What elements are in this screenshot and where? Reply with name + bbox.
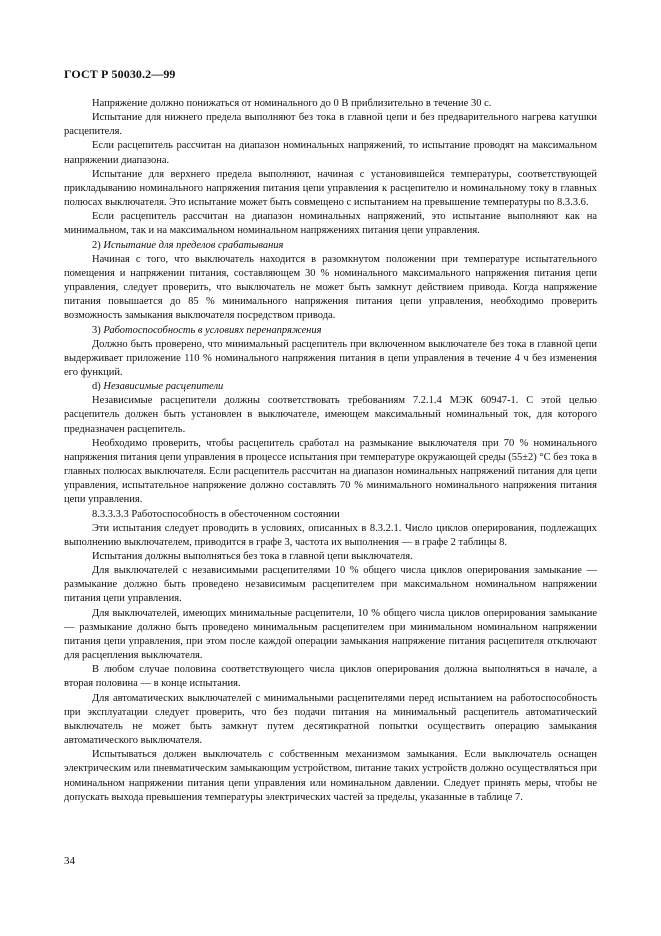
paragraph: Необходимо проверить, чтобы расцепитель сработал на размыкание выключателя при 70 % номинального напряжения питания цепи управления в процессе испытания при температуре окружающей среды (55±2) °С без тока в главных полюсах выключателя. Если расцепитель рассчитан на диапазон номинальных напряжений питания для цепи управления, испытательное напряжение должно составлять 70 % минимального номинального напряжения питания цепи управления. [64,437,597,506]
subsection-heading [64,239,597,253]
paragraph: Независимые расцепители должны соответствовать требованиям 7.2.1.4 МЭК 60947-1. С этой целью расцепитель должен быть установлен в выключателе, имеющем максимальный номинальный ток, для которого предназначен расцепитель. [64,395,597,435]
paragraph: Для выключателей, имеющих минимальные расцепители, 10 % общего числа циклов оперирования замыкание — размыкание должно быть проведено минимальным расцепителем при минимальном номинальном напряжении питания цепи управления, при этом после каждой операции замыкания напряжение питания расцепителя отключают для расцепления выключателя. [64,607,597,662]
paragraph: Если расцепитель рассчитан на диапазон номинальных напряжений, то испытание проводят на максимальном напряжении диапазона. [64,140,597,166]
paragraph: Испытание для верхнего предела выполняют, начиная с установившейся температуры, соответствующей прикладыванию номинального напряжения питания цепи управления к расцепителю и номинальному току в главных полюсах выключателя. Это испытание может быть совмещено с испытанием на превышение температуры по 8.3.3.6. [64,168,597,209]
subsection-title: Работоспособность в условиях перенапряжения [103,324,322,336]
paragraph: Напряжение должно понижаться от номинального до 0 В приблизительно в течение 30 с. [92,98,492,109]
paragraph: Должно быть проверено, что минимальный расцепитель при включенном выключателе без тока в главной цепи выдерживает приложение 110 % номинального напряжения питания в цепи управления в течение 4 ч без изменения его функций. [64,338,597,378]
subsection-title: Испытание для пределов срабатывания [103,239,284,251]
subsection-number: 3) [92,324,101,336]
paragraph: В любом случае половина соответствующего числа циклов оперирования должна выполняться в начале, а вторая половина — в конце испытания. [64,664,597,690]
paragraph: Испытания должны выполняться без тока в главной цепи выключателя. [92,551,413,562]
paragraph: Для выключателей с независимыми расцепителями 10 % общего числа циклов оперирования замыкание — размыкание должно быть проведено независимым расцепителем при максимальном номинальном напряжении питания цепи управления. [64,565,597,605]
paragraph: Испытываться должен выключатель с собственным механизмом замыкания. Если выключатель оснащен электрическим или пневматическим замыкающим устройством, питание таких устройств должно осуществляться при номинальном напряжении питания цепи управления или номинальном давлении. Следует принять меры, чтобы не допускать выхода превышения температуры электрических частей за пределы, указанные в таблице 7. [64,749,597,803]
subsection-heading [64,380,597,394]
paragraph: Испытание для нижнего предела выполняют без тока в главной цепи и без предварительного нагрева катушки расцепителя. [64,112,597,138]
subsection-heading [64,324,597,338]
document-body [64,97,597,805]
paragraph: Эти испытания следует проводить в условиях, описанных в 8.3.2.1. Число циклов оперирования, подлежащих выполнению выключателем, приводится в графе 3, частота их выполнения — в графе 2 таблицы 8. [64,522,597,548]
standard-header: ГОСТ Р 50030.2—99 [64,67,176,81]
subsection-number: 2) [92,239,101,251]
page-number: 34 [64,855,75,867]
section-heading: 8.3.3.3.3 Работоспособность в обесточенном состоянии [92,508,340,520]
subsection-number: d) [92,381,101,393]
subsection-title: Независимые расцепители [103,381,224,393]
paragraph: Начиная с того, что выключатель находится в разомкнутом положении при температуре испытательного помещения и напряжении питания, составляющем 30 % номинального максимального напряжения питания цепи управления, следует проверить, что выключатель не может быть замкнут действием привода. Когда напряжение питания повышается до 85 % минимального напряжения питания цепи управления, необходимо проверить возможность замыкания выключателя посредством привода. [64,253,597,322]
paragraph: Для автоматических выключателей с минимальными расцепителями перед испытанием на работоспособность при эксплуатации следует проверить, что без подачи питания на минимальный расцепитель автоматический выключатель не может быть замкнут путем десятикратной попытки осуществить операцию замыкания автоматического выключателя. [64,692,597,747]
paragraph: Если расцепитель рассчитан на диапазон номинальных напряжений, это испытание выполняют как на минимальном, так и на максимальном номинальном напряжениях питания цепи управления. [64,211,597,237]
